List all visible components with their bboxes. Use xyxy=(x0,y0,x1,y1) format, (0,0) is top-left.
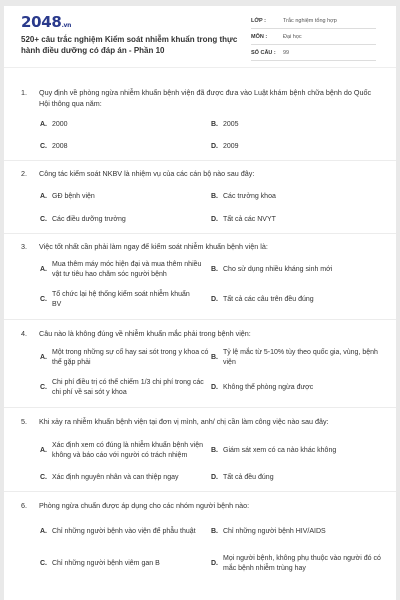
option-letter: D. xyxy=(211,296,218,303)
option-letter: D. xyxy=(211,474,218,481)
option-text: Mọi người bệnh, không phụ thuộc vào người đó có mắc bệnh nhiễm trùng hay xyxy=(223,555,381,572)
option-letter: D. xyxy=(211,560,218,567)
option-letter: C. xyxy=(40,384,47,391)
divider xyxy=(4,407,396,408)
option-letter: A. xyxy=(40,447,47,454)
divider xyxy=(4,160,396,161)
question-text xyxy=(21,242,381,253)
option-c[interactable] xyxy=(40,142,190,152)
meta-value: Đại học xyxy=(283,33,302,40)
question-number: 4. xyxy=(21,329,27,338)
option-letter: B. xyxy=(211,121,218,128)
option-letter: B. xyxy=(211,528,218,535)
option-text: Tỷ lệ mắc từ 5-10% tùy theo quốc gia, vùng, bệnh viện xyxy=(223,349,378,366)
option-text: Một trong những sự cố hay sai sót trong y khoa có thể gặp phải xyxy=(52,349,209,366)
option-text: Các trưởng khoa xyxy=(223,193,276,200)
option-text: 2005 xyxy=(223,121,239,128)
option-text: 2000 xyxy=(52,121,68,128)
meta-value: Trắc nghiệm tổng hợp xyxy=(283,17,337,24)
question-body: Khi xảy ra nhiễm khuẩn bệnh viện tại đơn vị mình, anh/ chị cần làm công việc nào sau đây: xyxy=(39,417,329,426)
option-a[interactable] xyxy=(40,192,190,202)
question-body: Công tác kiểm soát NKBV là nhiệm vụ của các cán bộ nào sau đây: xyxy=(39,169,255,178)
option-c[interactable] xyxy=(40,553,210,575)
site-logo[interactable] xyxy=(21,13,71,31)
option-letter: B. xyxy=(211,354,218,361)
question-text xyxy=(21,329,381,340)
option-letter: C. xyxy=(40,560,47,567)
question-text xyxy=(21,169,381,180)
option-letter: C. xyxy=(40,296,47,303)
option-b[interactable] xyxy=(211,521,381,543)
option-text: Chỉ những người bệnh viêm gan B xyxy=(52,560,160,567)
question-number: 1. xyxy=(21,88,27,97)
page-title: 520+ câu trắc nghiệm Kiểm soát nhiễm khuẩn trong thực hành điều dưỡng có đáp án - Phần 10 xyxy=(21,35,238,55)
option-text: Không thể phòng ngừa được xyxy=(223,384,314,391)
option-text: 2009 xyxy=(223,143,239,150)
question-body: Phòng ngừa chuẩn được áp dụng cho các nhóm người bệnh nào: xyxy=(39,501,250,510)
document-page xyxy=(4,6,396,600)
question-body: Quy định về phòng ngừa nhiễm khuẩn bệnh viện đã được đưa vào Luật khám bệnh chữa bệnh do Quốc Hội thông qua năm: xyxy=(39,88,372,108)
option-text: Tất cả các NVYT xyxy=(223,216,276,223)
option-letter: A. xyxy=(40,528,47,535)
option-d[interactable] xyxy=(211,142,381,152)
option-d[interactable] xyxy=(211,473,381,483)
option-letter: A. xyxy=(40,266,47,273)
meta-row-count xyxy=(251,45,376,61)
meta-key: LỚP : xyxy=(251,17,266,24)
option-letter: A. xyxy=(40,354,47,361)
option-letter: A. xyxy=(40,193,47,200)
option-a[interactable] xyxy=(40,259,210,281)
logo-suffix: .vn xyxy=(61,22,72,29)
option-letter: C. xyxy=(40,143,47,150)
option-text: Tất cả các câu trên đều đúng xyxy=(223,296,314,303)
option-letter: B. xyxy=(211,447,218,454)
option-letter: C. xyxy=(40,216,47,223)
question-text xyxy=(21,417,381,428)
option-c[interactable] xyxy=(40,289,200,311)
option-text: Các điều dưỡng trưởng xyxy=(52,216,126,223)
option-d[interactable] xyxy=(211,377,381,399)
option-d[interactable] xyxy=(211,289,381,311)
meta-row-class xyxy=(251,13,376,29)
divider xyxy=(4,491,396,492)
option-b[interactable] xyxy=(211,120,381,130)
question-text xyxy=(21,88,381,109)
option-text: Chi phí điều trị có thể chiếm 1/3 chi phí trong các chi phí về sai sót y khoa xyxy=(52,379,204,396)
option-letter: B. xyxy=(211,193,218,200)
meta-key: SỐ CÂU : xyxy=(251,49,276,56)
question-number: 3. xyxy=(21,242,27,251)
option-letter: D. xyxy=(211,384,218,391)
option-letter: C. xyxy=(40,474,47,481)
option-text: Chỉ những người bệnh HIV/AIDS xyxy=(223,528,326,535)
logo-text: 2048 xyxy=(21,13,62,31)
meta-table xyxy=(251,13,376,61)
option-c[interactable] xyxy=(40,377,210,399)
option-text: Xác định nguyên nhân và can thiệp ngay xyxy=(52,474,179,481)
option-text: GĐ bệnh viện xyxy=(52,193,95,200)
option-b[interactable] xyxy=(211,435,381,467)
option-letter: B. xyxy=(211,266,218,273)
question-number: 6. xyxy=(21,501,27,510)
meta-value: 99 xyxy=(283,49,290,56)
divider xyxy=(4,233,396,234)
option-text: Xác định xem có đúng là nhiễm khuẩn bệnh viện không và báo cáo với người có trách nhiệm xyxy=(52,442,203,459)
option-letter: A. xyxy=(40,121,47,128)
option-d[interactable] xyxy=(211,215,381,225)
question-number: 2. xyxy=(21,169,27,178)
question-body: Việc tốt nhất cần phải làm ngay để kiểm soát nhiễm khuẩn bệnh viện là: xyxy=(39,242,268,251)
option-text: 2008 xyxy=(52,143,68,150)
option-text: Giám sát xem có ca nào khác không xyxy=(223,447,337,454)
option-text: Tổ chức lại hệ thống kiểm soát nhiễm khuẩn BV xyxy=(52,291,190,308)
option-c[interactable] xyxy=(40,473,210,483)
option-text: Cho sử dụng nhiều kháng sinh mới xyxy=(223,266,333,273)
option-b[interactable] xyxy=(211,192,381,202)
option-a[interactable] xyxy=(40,347,210,369)
option-a[interactable] xyxy=(40,521,200,543)
question-body: Câu nào là không đúng về nhiễm khuẩn mắc phải trong bệnh viện: xyxy=(39,329,251,338)
option-text: Tất cả đều đúng xyxy=(223,474,274,481)
option-text: Chỉ những người bệnh vào viện để phẫu thuật xyxy=(52,528,196,535)
option-letter: D. xyxy=(211,143,218,150)
question-number: 5. xyxy=(21,417,27,426)
option-d[interactable] xyxy=(211,553,383,575)
meta-row-subject xyxy=(251,29,376,45)
option-a[interactable] xyxy=(40,120,190,130)
option-b[interactable] xyxy=(211,259,381,281)
option-a[interactable] xyxy=(40,435,210,467)
option-letter: D. xyxy=(211,216,218,223)
divider xyxy=(4,319,396,320)
page-header xyxy=(4,6,396,68)
meta-key: MÔN : xyxy=(251,33,268,40)
option-c[interactable] xyxy=(40,215,190,225)
question-text xyxy=(21,501,381,512)
option-b[interactable] xyxy=(211,347,381,369)
option-text: Mua thêm máy móc hiện đại và mua thêm nhiều vật tư tiêu hao chăm sóc người bệnh xyxy=(52,261,202,278)
